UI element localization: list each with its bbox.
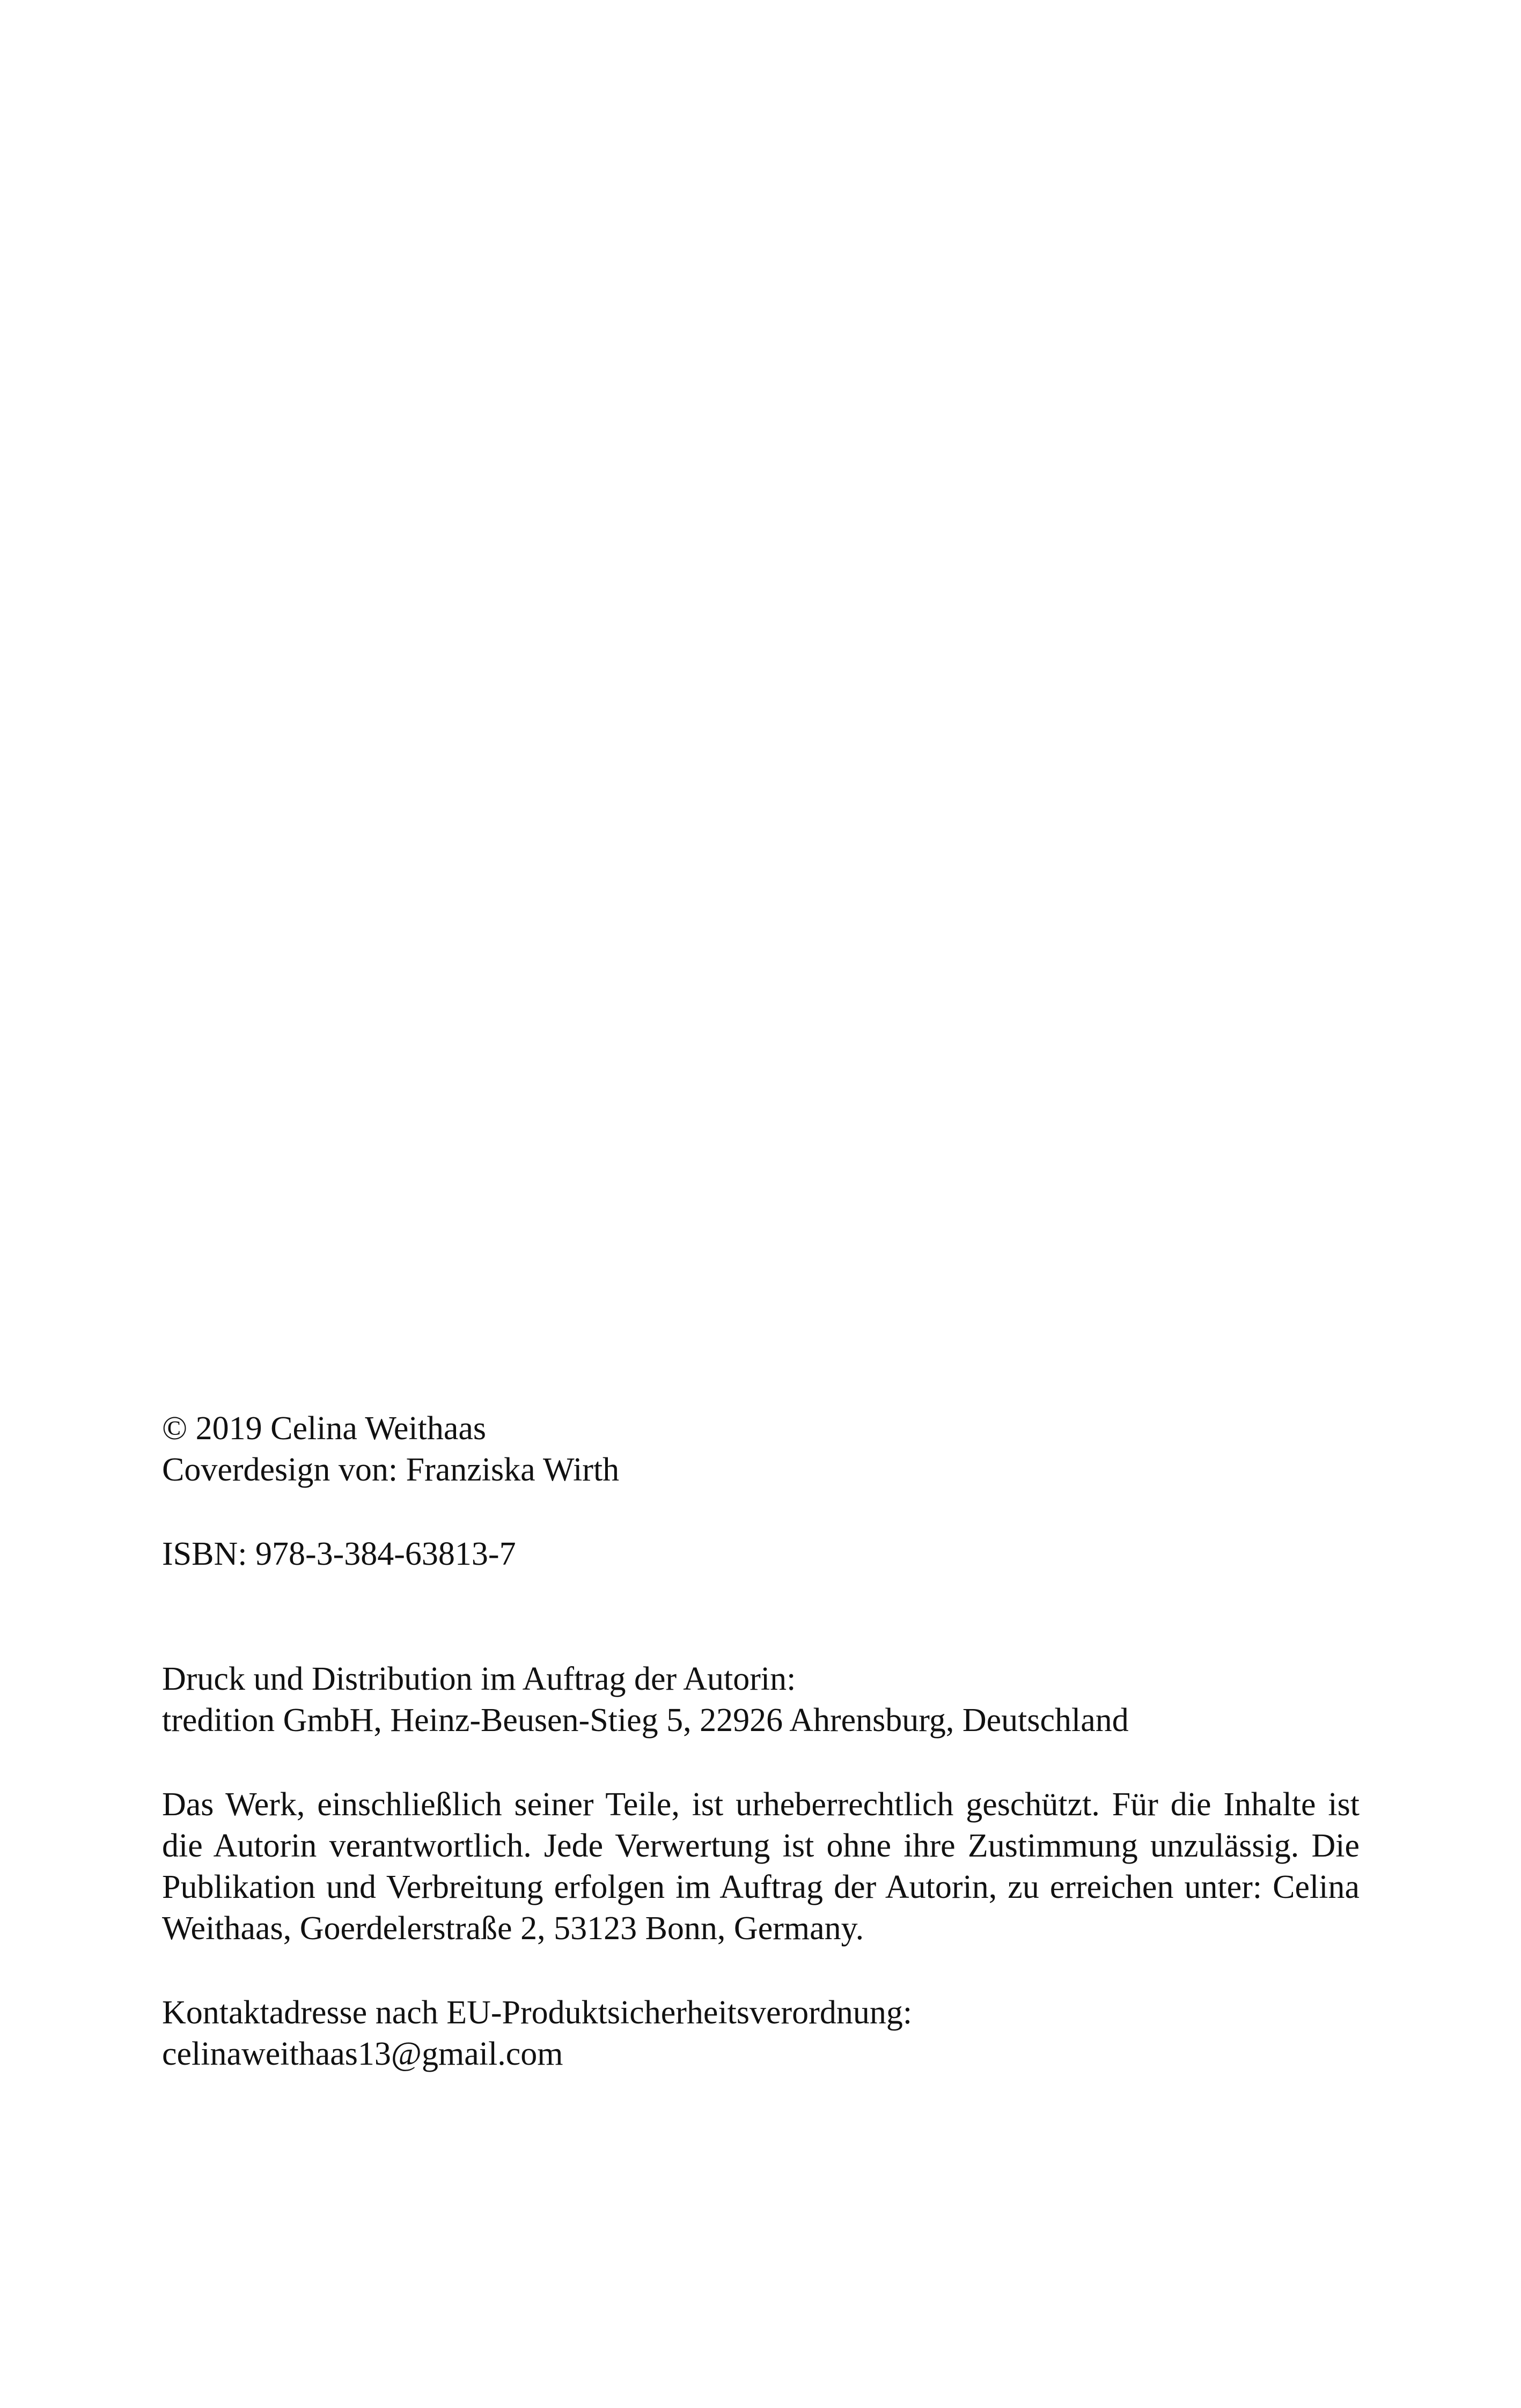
isbn-line: ISBN: 978-3-384-63813-7 [162, 1536, 516, 1572]
contact-email: celinaweithaas13@gmail.com [162, 2036, 563, 2072]
spacer [162, 1741, 1360, 1784]
contact-label: Kontaktadresse nach EU-Produktsicherheitsverordnung: [162, 1994, 913, 2031]
contact-block [162, 1992, 1360, 2075]
spacer [162, 1575, 1360, 1659]
imprint-block [162, 1408, 1360, 2075]
spacer [162, 1949, 1360, 1992]
print-distribution-label: Druck und Distribution im Auftrag der Autorin: [162, 1661, 796, 1697]
cover-design-credit: Coverdesign von: Franziska Wirth [162, 1452, 620, 1488]
copyright-line: © 2019 Celina Weithaas [162, 1410, 487, 1447]
publisher-address: tredition GmbH, Heinz-Beusen-Stieg 5, 22926 Ahrensburg, Deutschland [162, 1702, 1129, 1739]
legal-notice-paragraph: Das Werk, einschließlich seiner Teile, ist urheberrechtlich geschützt. Für die Inhalte ist die Autorin verantwortlich. Jede Verwertung ist ohne ihre Zustimmung unzulässig. Die Publikation und Verbreitung erfolgen im Auftrag der Autorin, zu erreichen unter: Celina Weithaas, Goerdelerstraße 2, 53123 Bonn, Germany. [162, 1786, 1360, 1947]
spacer [162, 1491, 1360, 1534]
